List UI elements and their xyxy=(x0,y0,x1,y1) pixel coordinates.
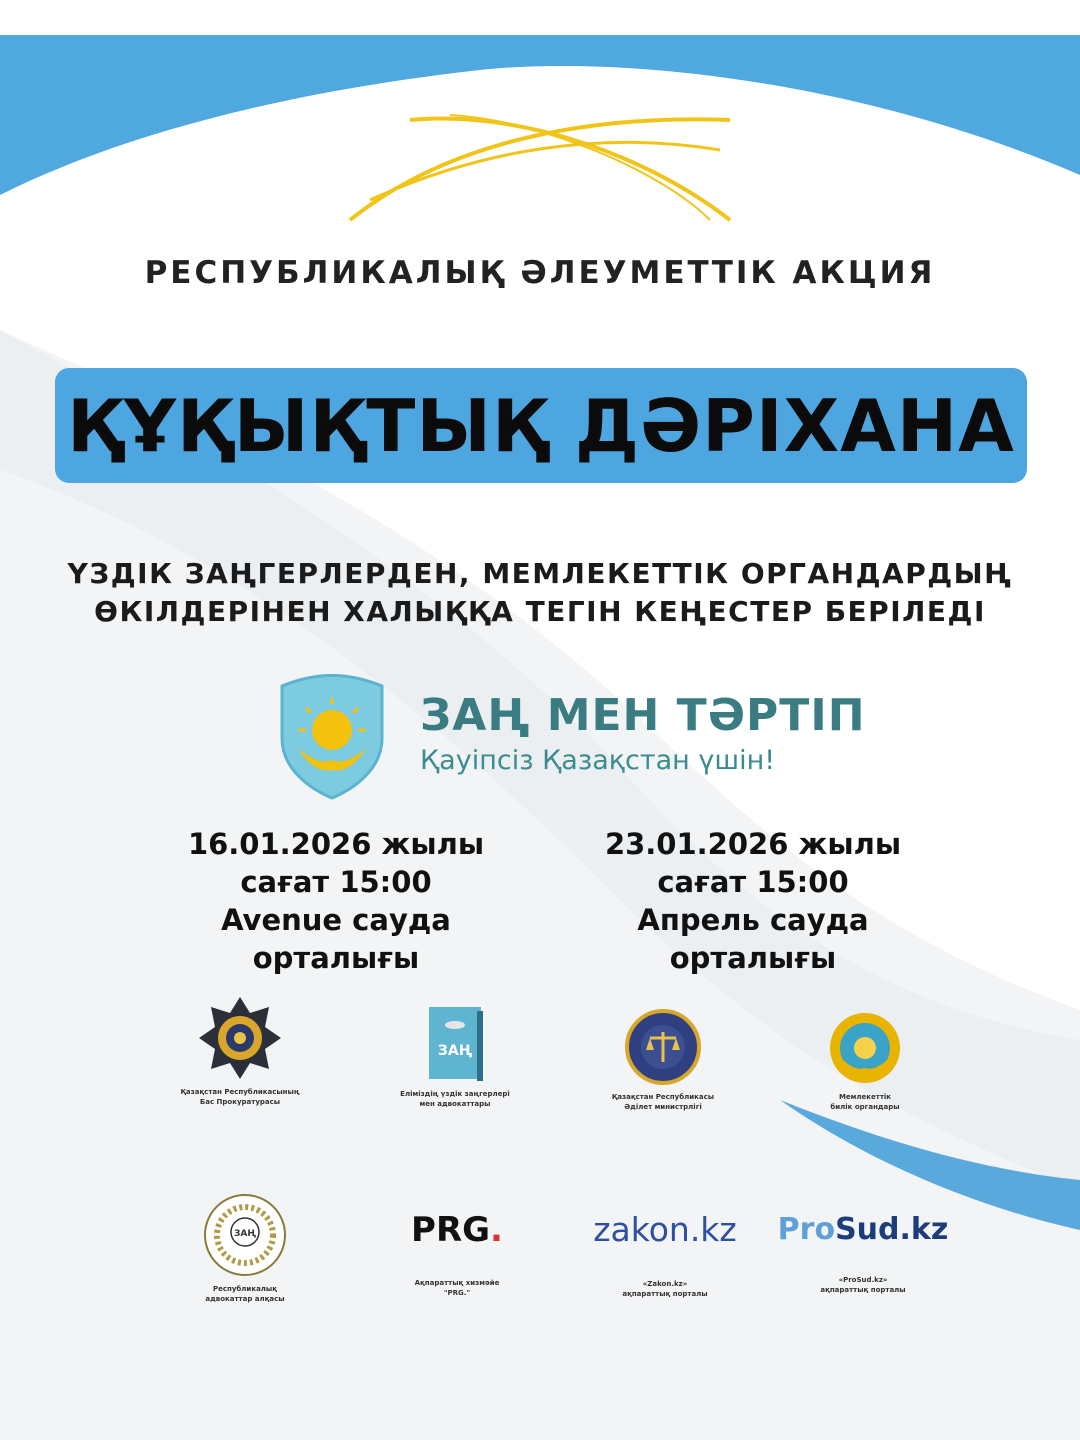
brand-tagline: Қауіпсіз Қазақстан үшін! xyxy=(420,745,776,776)
book-icon xyxy=(423,1003,487,1083)
partner-caption-line2: Бас Прокуратурасы xyxy=(199,1098,281,1106)
partner-caption-line2: мен адвокаттары xyxy=(419,1100,491,1108)
partner-caption-line2: адвокаттар алқасы xyxy=(205,1295,285,1303)
brand-name: ЗАҢ МЕН ТӘРТІП xyxy=(420,690,866,741)
prg-wordmark-dot: . xyxy=(490,1210,503,1250)
partner-caption: Мемлекеттік xyxy=(838,1093,892,1101)
prg-wordmark: PRG xyxy=(411,1210,491,1250)
event-place: Апрель сауда xyxy=(637,903,869,937)
event-time: сағат 15:00 xyxy=(240,865,432,899)
partner-lawyers xyxy=(360,1003,550,1109)
seal-label: ЗАҢ xyxy=(234,1229,256,1239)
partner-prosud xyxy=(768,1212,958,1295)
event-date: 23.01.2026 жылы xyxy=(604,827,902,861)
shield-emblem-icon xyxy=(276,668,388,800)
prosud-wordmark-sud: Sud.kz xyxy=(835,1212,949,1247)
event-card-1 xyxy=(146,825,526,977)
campaign-subtitle: РЕСПУБЛИКАЛЫҚ ӘЛЕУМЕТТІК АКЦИЯ xyxy=(144,255,936,291)
zakon-wordmark: zakon.kz xyxy=(593,1210,737,1249)
state-emblem-icon xyxy=(827,1010,903,1086)
partner-caption: Қазақстан Республикасының xyxy=(180,1088,300,1096)
partner-caption-line2: ақпараттық порталы xyxy=(820,1286,906,1294)
bar-association-icon xyxy=(202,1192,288,1278)
lead-line-2: ӨКІЛДЕРІНЕН ХАЛЫҚҚА ТЕГІН КЕҢЕСТЕР БЕРІЛЕДІ xyxy=(94,595,986,628)
partner-caption-line2: Әділет министрлігі xyxy=(624,1103,702,1111)
event-place-line2: орталығы xyxy=(669,941,837,975)
lead-line-1: ҮЗДІК ЗАҢГЕРЛЕРДЕН, МЕМЛЕКЕТТІК ОРГАНДАРДЫҢ xyxy=(67,557,1013,590)
prosud-wordmark-pro: Pro xyxy=(777,1212,836,1247)
partner-caption: Еліміздің үздік заңгерлері xyxy=(400,1090,510,1098)
partner-caption: «Zakon.kz» xyxy=(642,1280,688,1288)
partner-state xyxy=(770,1010,960,1112)
event-place: Avenue сауда xyxy=(221,903,451,937)
partner-caption-line2: билік органдары xyxy=(830,1103,900,1111)
justice-emblem-icon xyxy=(624,1008,702,1086)
partner-caption: Қазақстан Республикасы xyxy=(611,1093,715,1101)
partner-prg xyxy=(362,1210,552,1298)
partner-caption: Ақпараттық хизмәйе xyxy=(414,1279,500,1287)
partner-caption-line2: ақпараттық порталы xyxy=(622,1290,708,1298)
title-banner xyxy=(55,368,1027,483)
event-time: сағат 15:00 xyxy=(657,865,849,899)
event-date: 16.01.2026 жылы xyxy=(187,827,485,861)
partner-caption-line2: "PRG." xyxy=(443,1289,471,1297)
partner-caption: «ProSud.kz» xyxy=(838,1276,888,1284)
lead-text xyxy=(40,555,1040,631)
sun-rays-icon xyxy=(340,100,740,230)
book-label: ЗАҢ xyxy=(437,1043,473,1059)
prosecutor-emblem-icon xyxy=(197,995,283,1081)
event-place-line2: орталығы xyxy=(252,941,420,975)
page-title: ҚҰҚЫҚТЫҚ ДӘРІХАНА xyxy=(67,383,1015,468)
partner-zakon xyxy=(570,1210,760,1299)
partner-justice xyxy=(568,1008,758,1112)
partner-caption: Республикалық xyxy=(212,1285,278,1293)
partner-prosecutor xyxy=(145,995,335,1107)
partner-bar-association xyxy=(150,1192,340,1304)
event-card-2 xyxy=(563,825,943,977)
